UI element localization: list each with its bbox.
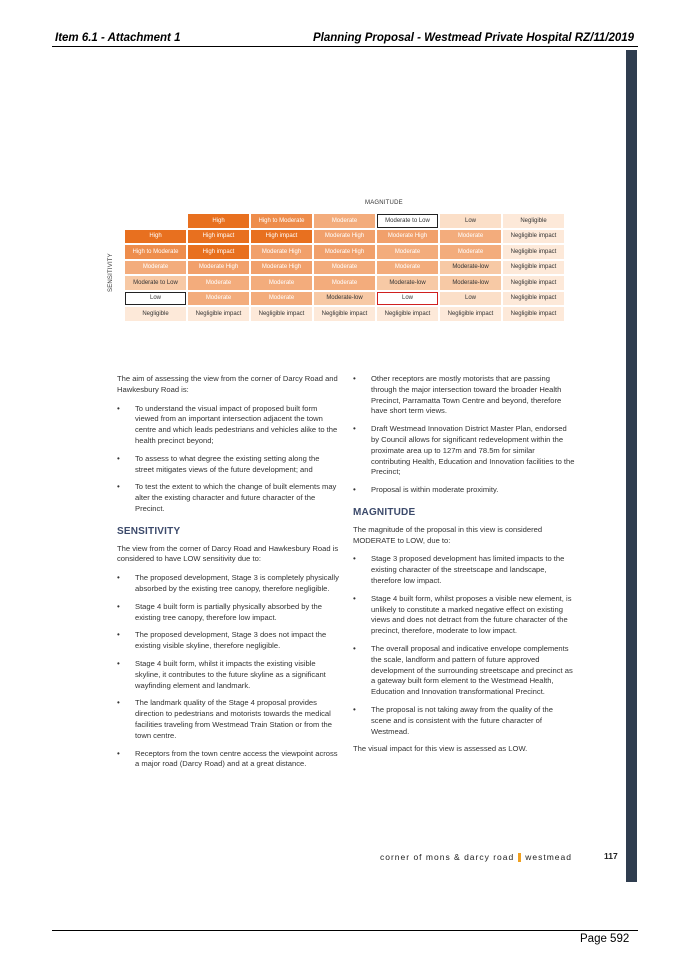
matrix-cell: High impact <box>188 245 249 259</box>
sensitivity-header-cell: Moderate <box>125 261 186 275</box>
matrix-cell: Moderate High <box>314 245 375 259</box>
matrix-cell: Negligible impact <box>314 307 375 321</box>
list-item: • Stage 3 proposed development has limited impacts to the existing character of the streetscape and landscape, therefore low impact. <box>353 554 575 586</box>
magnitude-axis-label: MAGNITUDE <box>365 200 403 206</box>
matrix-cell: Negligible impact <box>503 307 564 321</box>
conclusion-text: The visual impact for this view is assessed as LOW. <box>353 744 528 754</box>
magnitude-header-cell: Negligible <box>503 214 564 228</box>
matrix-cell: Negligible impact <box>503 245 564 259</box>
matrix-cell: High impact <box>188 230 249 244</box>
matrix-row <box>125 307 564 321</box>
matrix-cell: Moderate High <box>251 245 312 259</box>
sensitivity-intro: The view from the corner of Darcy Road and Hawkesbury Road is considered to have LOW sensitivity due to: <box>117 543 339 564</box>
header-right: Planning Proposal - Westmead Private Hospital RZ/11/2019 <box>313 32 635 44</box>
side-accent-bar <box>626 50 637 882</box>
header-left: Item 6.1 - Attachment 1 <box>55 32 181 44</box>
matrix-row <box>125 245 564 259</box>
list-item: • Draft Westmead Innovation District Master Plan, endorsed by Council allows for significant redevelopment within the proximate area up to 127m and 78.5m for similar contributing Health, Education and Innovation facilities to the Precinct; <box>353 424 575 478</box>
sensitivity-list-continued <box>353 374 575 496</box>
matrix-row <box>125 276 564 290</box>
list-item: • The overall proposal and indicative envelope complements the scale, landform and pattern of future approved development of the surrounding streetscape and precinct as a gateway built form element to the Westmead Health, Education and Innovation transformational Precinct. <box>353 644 575 698</box>
matrix-cell: Moderate High <box>314 230 375 244</box>
list-item: • To assess to what degree the existing setting along the street mitigates views of the future development; and <box>117 454 339 476</box>
matrix-cell: Moderate <box>314 276 375 290</box>
matrix-cell: Moderate <box>314 261 375 275</box>
matrix-cell: Negligible impact <box>440 307 501 321</box>
list-item: • The landmark quality of the Stage 4 proposal provides direction to pedestrians and motorists towards the medical facilities traveling from Westmead Train Station or from the town centre. <box>117 698 339 741</box>
matrix-cell: Moderate-low <box>440 276 501 290</box>
list-item: • The proposal is not taking away from the quality of the scene and is consistent with the future character of Westmead. <box>353 705 575 737</box>
list-item: • Other receptors are mostly motorists that are passing through the major intersection toward the broader Health Precinct, Parramatta Town Centre and beyond, therefore have short term views. <box>353 374 575 417</box>
inner-page-number: 117 <box>604 851 618 861</box>
matrix-cell: Low <box>440 292 501 306</box>
list-item: • The proposed development, Stage 3 does not impact the existing visible skyline, therefore negligible. <box>117 630 339 652</box>
sensitivity-axis-label: SENSITIVITY <box>108 253 114 292</box>
selected-magnitude-cell: Moderate to Low <box>377 214 438 228</box>
matrix-cell: Negligible impact <box>503 276 564 290</box>
sensitivity-header-cell: High <box>125 230 186 244</box>
list-item: • Stage 4 built form, whilst proposes a visible new element, is unlikely to constitute a marked negative effect on existing views and does not detract from the future character of the precinct, therefore, moderate to low impact. <box>353 594 575 637</box>
matrix-cell: Moderate <box>377 245 438 259</box>
magnitude-header-cell: High to Moderate <box>251 214 312 228</box>
matrix-cell: Moderate <box>251 292 312 306</box>
matrix-cell: Negligible impact <box>188 307 249 321</box>
matrix-cell: High impact <box>251 230 312 244</box>
matrix-cell: Negligible impact <box>377 307 438 321</box>
matrix-cell: Moderate High <box>377 230 438 244</box>
aims-list <box>117 404 339 515</box>
magnitude-heading: MAGNITUDE <box>353 506 416 518</box>
left-column <box>117 374 339 777</box>
magnitude-list <box>353 554 575 737</box>
page-number: Page 592 <box>580 933 630 945</box>
sensitivity-header-cell: High to Moderate <box>125 245 186 259</box>
list-item: • The proposed development, Stage 3 is completely physically absorbed by the existing tree canopy, therefore negligible. <box>117 573 339 595</box>
matrix-header-row <box>125 214 564 228</box>
magnitude-header-cell: Low <box>440 214 501 228</box>
matrix-cell: Moderate High <box>188 261 249 275</box>
sensitivity-list <box>117 573 339 770</box>
matrix-cell: Negligible impact <box>503 261 564 275</box>
footer-brand-left: corner of mons & darcy road <box>380 852 515 862</box>
matrix-cell: Negligible impact <box>503 292 564 306</box>
matrix-cell: Moderate <box>440 245 501 259</box>
list-item: • To understand the visual impact of proposed built form viewed from an important intersection adjacent the town centre and which leads pedestrians and vehicles alike to the health precinct beyond; <box>117 404 339 447</box>
sensitivity-header-cell: Moderate to Low <box>125 276 186 290</box>
matrix-cell: Moderate <box>188 292 249 306</box>
magnitude-header-cell: High <box>188 214 249 228</box>
matrix-row <box>125 261 564 275</box>
brand-separator <box>518 853 521 862</box>
impact-matrix <box>123 212 566 323</box>
magnitude-intro: The magnitude of the proposal in this view is considered MODERATE to LOW, due to: <box>353 524 543 545</box>
footer-rule <box>52 930 638 931</box>
matrix-cell: Moderate-low <box>314 292 375 306</box>
right-column <box>353 374 575 763</box>
matrix-cell: Moderate <box>440 230 501 244</box>
footer-brand-right: westmead <box>525 852 572 862</box>
sensitivity-heading: SENSITIVITY <box>117 525 181 537</box>
list-item: • To test the extent to which the change of built elements may alter the existing character and future character of the Precinct. <box>117 482 339 514</box>
list-item: • Stage 4 built form, whilst it impacts the existing visible skyline, it contributes to the future skyline as a significant wayfinding element and landmark. <box>117 659 339 691</box>
result-cell: Low <box>377 292 438 306</box>
matrix-row <box>125 292 564 306</box>
list-item: • Stage 4 built form is partially physically absorbed by the existing tree canopy, therefore low impact. <box>117 602 339 624</box>
header-rule <box>52 46 638 47</box>
intro-text: The aim of assessing the view from the corner of Darcy Road and Hawkesbury Road is: <box>117 374 338 394</box>
matrix-cell: Moderate <box>188 276 249 290</box>
matrix-cell: Moderate <box>377 261 438 275</box>
matrix-cell: Moderate <box>251 276 312 290</box>
matrix-cell: Negligible impact <box>251 307 312 321</box>
list-item: • Proposal is within moderate proximity. <box>353 485 575 496</box>
matrix-corner <box>125 214 186 228</box>
list-item: • Receptors from the town centre access the viewpoint across a major road (Darcy Road) and at a great distance. <box>117 749 339 771</box>
matrix-row <box>125 230 564 244</box>
footer-brand <box>380 852 572 862</box>
matrix-cell: Negligible impact <box>503 230 564 244</box>
matrix-cell: Moderate-low <box>440 261 501 275</box>
selected-sensitivity-cell: Low <box>125 292 186 306</box>
matrix-cell: Moderate-low <box>377 276 438 290</box>
magnitude-header-cell: Moderate <box>314 214 375 228</box>
matrix-cell: Moderate High <box>251 261 312 275</box>
sensitivity-header-cell: Negligible <box>125 307 186 321</box>
